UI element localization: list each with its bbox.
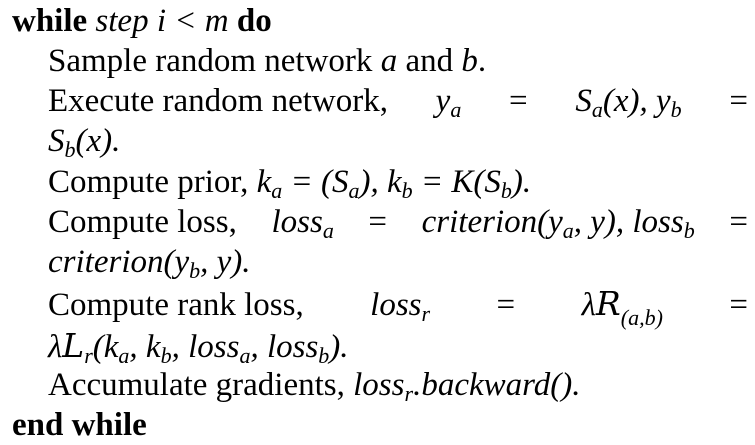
step-lead: Sample random network xyxy=(48,43,373,79)
step-accumulate: Accumulate gradients, loss$_r$.backward(). xyxy=(48,367,581,406)
while-keyword: while xyxy=(12,3,88,39)
step-rank-loss-continuation: $\lambda L_r(k_a$, $k_b$, loss$_a$, loss$_b$). xyxy=(48,326,349,368)
step-lead: Execute random network, xyxy=(48,83,388,119)
step-execute-continuation: $S_b(x)$. xyxy=(48,123,121,162)
step-lead: Compute prior, xyxy=(48,164,249,200)
while-header xyxy=(12,5,272,38)
step-prior: Compute prior, $k_a = (S_a)$, $k_b = K(S_b)$. xyxy=(48,164,532,203)
loop-condition: step i < m xyxy=(95,3,229,39)
step-loss: Compute loss, loss$_a$ = $criterion(y_a$, y), loss$_b$ = xyxy=(48,204,748,243)
step-sample: Sample random network a and b. xyxy=(48,43,487,79)
step-lead: Compute rank loss, xyxy=(48,287,304,323)
step-lead: Compute loss, xyxy=(48,204,237,240)
do-keyword: do xyxy=(236,3,272,39)
end-while: end while xyxy=(12,407,147,443)
step-execute: Execute random network, $y_a$ = $S_a(x)$, $y_b$ = xyxy=(48,83,748,122)
step-loss-continuation: $criterion(y_b$, y). xyxy=(48,244,251,283)
step-rank-loss: Compute rank loss, loss$_r$ = $\lambda R_{(a,b)}$ = xyxy=(48,284,748,330)
step-lead: Accumulate gradients, xyxy=(48,367,345,403)
